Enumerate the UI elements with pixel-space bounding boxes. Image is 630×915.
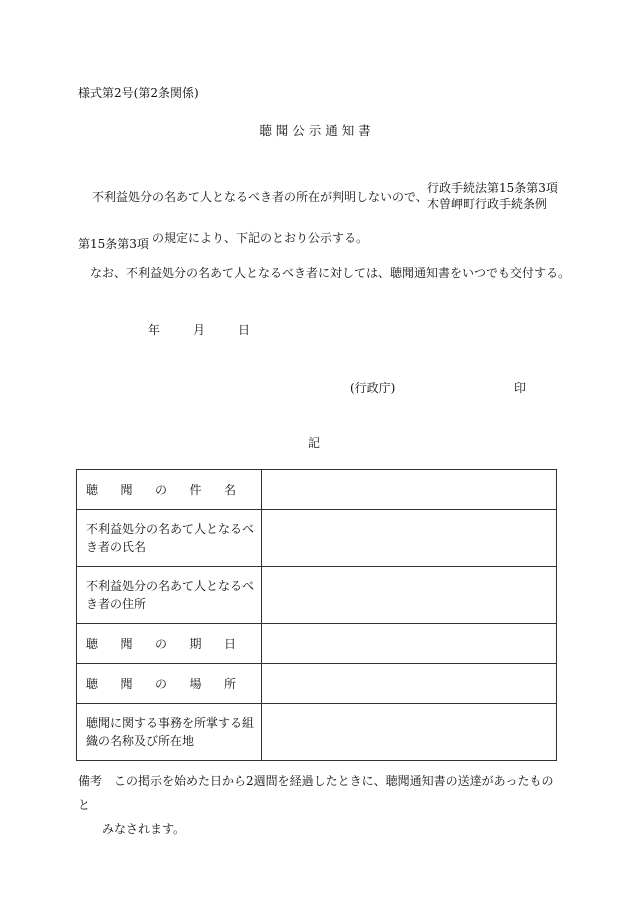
form-number: 様式第2号(第2条関係) — [78, 86, 199, 100]
paragraph-1-continuation-article: 第15条第3項 — [78, 237, 149, 251]
date-year: 年 — [148, 323, 161, 337]
table-row-organization — [77, 704, 557, 761]
ki-heading: 記 — [308, 436, 321, 450]
date-day: 日 — [238, 323, 251, 337]
value-hearing-date[interactable] — [262, 624, 557, 664]
label-recipient-name: 不利益処分の名あて人となるべき者の氏名 — [77, 510, 262, 567]
date-month: 月 — [193, 323, 206, 337]
value-organization[interactable] — [262, 704, 557, 761]
remarks-line-2: みなされます。 — [102, 822, 186, 836]
issuing-authority: (行政庁) — [350, 381, 396, 395]
table-row-hearing-subject — [77, 470, 557, 510]
label-hearing-date: 聴 聞 の 期 日 — [77, 624, 262, 664]
value-hearing-subject[interactable] — [262, 470, 557, 510]
document-title: 聴 聞 公 示 通 知 書 — [259, 123, 371, 138]
value-recipient-address[interactable] — [262, 567, 557, 624]
table-row-hearing-place — [77, 664, 557, 704]
label-hearing-subject: 聴 聞 の 件 名 — [77, 470, 262, 510]
paragraph-1-continuation-text: の規定により、下記のとおり公示する。 — [152, 231, 369, 245]
law-reference-block — [427, 180, 558, 212]
law-reference-line-1: 行政手続法第15条第3項 — [427, 181, 558, 195]
date-line — [148, 321, 283, 338]
paragraph-2: なお、不利益処分の名あて人となるべき者に対しては、聴聞通知書をいつでも交付する。 — [90, 266, 571, 280]
remarks-line-1: 備考 この掲示を始めた日から2週間を経過したときに、聴聞通知書の送達があったものと — [78, 774, 554, 812]
table-row-recipient-address — [77, 567, 557, 624]
seal-mark: 印 — [514, 381, 527, 395]
value-hearing-place[interactable] — [262, 664, 557, 704]
table-row-hearing-date — [77, 624, 557, 664]
law-reference-line-2: 木曽岬町行政手続条例 — [427, 197, 548, 211]
hearing-info-table — [76, 469, 557, 761]
value-recipient-name[interactable] — [262, 510, 557, 567]
label-organization: 聴聞に関する事務を所掌する組織の名称及び所在地 — [77, 704, 262, 761]
label-hearing-place: 聴 聞 の 場 所 — [77, 664, 262, 704]
paragraph-1-text: 不利益処分の名あて人となるべき者の所在が判明しないので、 — [92, 190, 428, 204]
table-row-recipient-name — [77, 510, 557, 567]
label-recipient-address: 不利益処分の名あて人となるべき者の住所 — [77, 567, 262, 624]
remarks — [78, 769, 558, 841]
